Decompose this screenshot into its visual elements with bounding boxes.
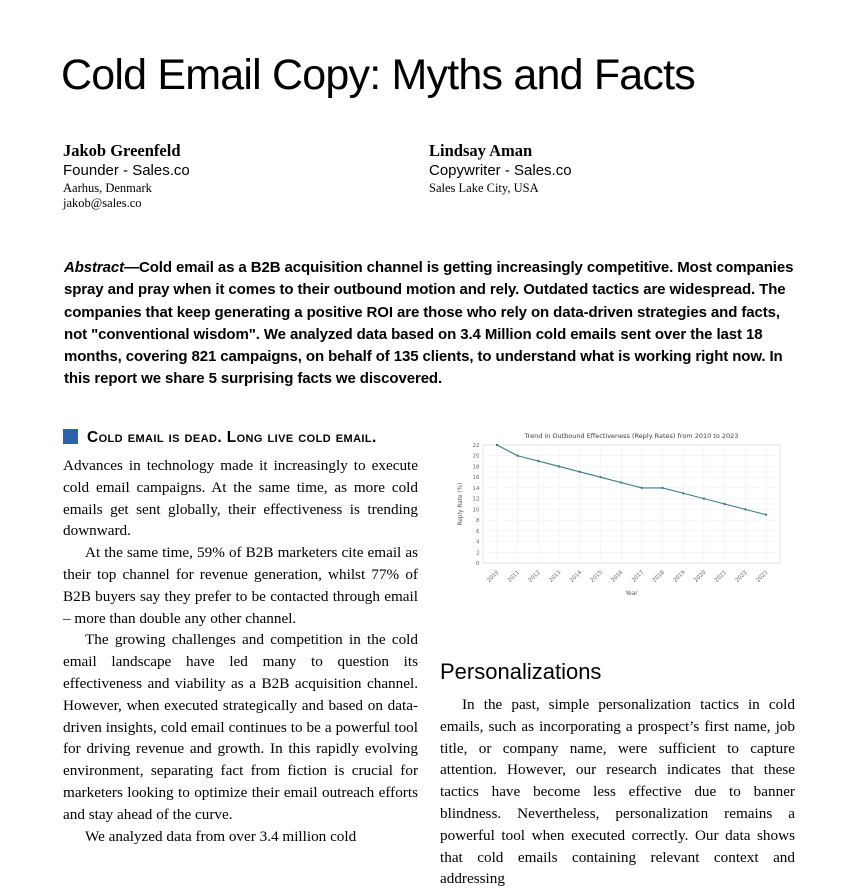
reply-rate-chart-svg xyxy=(455,427,795,599)
svg-text:Year: Year xyxy=(625,591,638,597)
svg-text:2013: 2013 xyxy=(548,569,563,584)
paragraph: Advances in technology made it increasingly to execute cold email campaigns. At the same time, as more cold emails get sent globally, their effectiveness is trending downward. xyxy=(63,457,418,540)
svg-text:2016: 2016 xyxy=(610,569,625,584)
section-marker-square-icon xyxy=(63,429,78,444)
author-2-name: Lindsay Aman xyxy=(429,141,533,160)
abstract-text: —Cold email as a B2B acquisition channel is getting increasingly competitive. Most companies spray and pray when it comes to their outbound motion and rely. Outdated tactics are widespread. The companies that keep generating a positive ROI are those who rely on data-driven strategies and facts, not "conventional wisdom". We analyzed data based on 3.4 Million cold emails sent over the last 18 months, covering 821 campaigns, on behalf of 135 clients, to understand what is working right now. In this report we share 5 surprising facts we discovered. xyxy=(64,259,794,388)
paper-title: Cold Email Copy: Myths and Facts xyxy=(61,51,695,99)
author-2-role: Copywriter - Sales.co xyxy=(429,162,572,179)
section-heading-text: Cold email is dead. Long live cold email. xyxy=(87,429,377,446)
svg-text:2022: 2022 xyxy=(734,569,749,584)
abstract-label: Abstract xyxy=(64,259,125,276)
svg-text:Reply Rate (%): Reply Rate (%) xyxy=(458,482,464,526)
svg-text:6: 6 xyxy=(476,528,480,535)
paragraph: At the same time, 59% of B2B marketers cite email as their top channel for revenue generation, whilst 77% of B2B buyers say they prefer to be contacted through email – more than double any other channel. xyxy=(63,544,418,627)
svg-text:18: 18 xyxy=(472,464,480,471)
svg-text:Trend in Outbound Effectivenes: Trend in Outbound Effectiveness (Reply Rates) from 2010 to 2023 xyxy=(524,432,739,440)
svg-text:4: 4 xyxy=(476,539,480,546)
svg-text:2018: 2018 xyxy=(651,569,666,584)
svg-text:2010: 2010 xyxy=(486,569,501,584)
author-1-role: Founder - Sales.co xyxy=(63,162,190,179)
left-column xyxy=(63,427,418,847)
svg-text:2020: 2020 xyxy=(693,569,708,584)
svg-text:22: 22 xyxy=(472,443,480,449)
author-2 xyxy=(429,141,795,210)
author-1 xyxy=(63,141,429,210)
paragraph: The growing challenges and competition in the cold email landscape have led many to question its effectiveness and viability as a B2B acquisition channel. However, when executed strategically and based on data-driven insights, cold email continues to be a powerful tool for driving revenue and growth. In this rapidly evolving environment, separating fact from fiction is crucial for marketers looking to optimize their email outreach efforts and stay ahead of the curve. xyxy=(63,631,418,823)
author-1-name: Jakob Greenfeld xyxy=(63,141,181,160)
svg-text:0: 0 xyxy=(476,561,480,567)
section-heading-intro xyxy=(63,427,418,448)
abstract xyxy=(64,257,796,391)
svg-text:2015: 2015 xyxy=(589,569,604,584)
svg-text:2011: 2011 xyxy=(506,569,522,584)
svg-text:14: 14 xyxy=(472,485,480,492)
svg-text:2017: 2017 xyxy=(631,569,646,584)
svg-text:20: 20 xyxy=(472,453,480,460)
author-2-location: Sales Lake City, USA xyxy=(429,181,539,195)
svg-text:2014: 2014 xyxy=(569,569,584,584)
svg-text:2: 2 xyxy=(476,550,480,557)
svg-text:10: 10 xyxy=(472,507,480,514)
svg-text:2012: 2012 xyxy=(527,569,542,584)
paragraph: In the past, simple personalization tactics in cold emails, such as incorporating a prospect’s first name, job title, or company name, were sufficient to capture attention. However, our research indicates that these tactics have become less effective due to banner blindness. Nevertheless, personalization remains a powerful tool when executed correctly. Our data shows that cold emails containing relevant context and addressing xyxy=(440,696,795,888)
svg-text:2019: 2019 xyxy=(672,569,687,584)
right-column xyxy=(440,427,795,890)
svg-text:16: 16 xyxy=(472,475,480,482)
svg-text:2023: 2023 xyxy=(755,569,770,584)
author-block xyxy=(63,141,795,210)
subsection-heading-personalizations: Personalizations xyxy=(440,659,602,684)
author-1-email: jakob@sales.co xyxy=(63,195,142,210)
svg-text:12: 12 xyxy=(472,496,480,503)
author-1-location: Aarhus, Denmark xyxy=(63,181,152,195)
svg-text:8: 8 xyxy=(476,518,480,525)
paragraph: We analyzed data from over 3.4 million cold xyxy=(85,827,357,845)
svg-text:2021: 2021 xyxy=(713,569,729,584)
reply-rate-chart xyxy=(455,427,795,599)
